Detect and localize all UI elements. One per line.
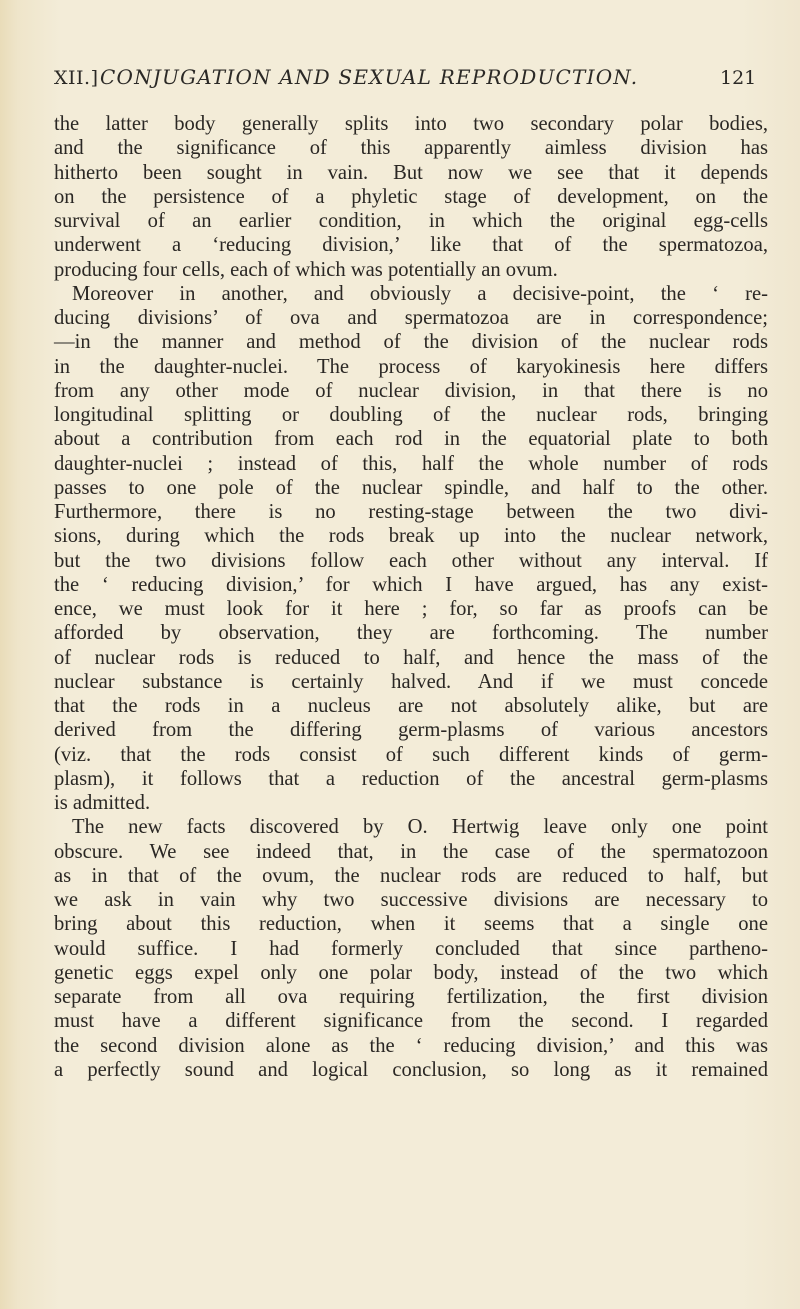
text-line: in the daughter-nuclei. The process of karyokinesis here differs xyxy=(54,355,768,378)
text-line: Furthermore, there is no resting-stage between the two divi- xyxy=(54,501,768,523)
text-line: underwent a ‘reducing division,’ like that of the spermatozoa, xyxy=(54,234,768,257)
text-line: from any other mode of nuclear division, in that there is no xyxy=(54,379,768,402)
text-line: obscure. We see indeed that, in the case of the spermatozoon xyxy=(54,840,768,863)
text-line: nuclear substance is certainly halved. And if we must concede xyxy=(54,670,768,693)
text-line: about a contribution from each rod in the equatorial plate to both xyxy=(54,428,768,451)
text-line: daughter-nuclei ; instead of this, half the whole number of rods xyxy=(54,452,768,475)
text-line: ducing divisions’ of ova and spermatozoa are in correspondence; xyxy=(54,307,768,329)
text-line: bring about this reduction, when it seems that a single one xyxy=(54,913,768,936)
text-line: would suffice. I had formerly concluded that since partheno- xyxy=(54,937,768,960)
paragraph-start-line: The new facts discovered by O. Hertwig leave only one point xyxy=(72,816,768,839)
text-line: the ‘ reducing division,’ for which I have argued, has any exist- xyxy=(54,573,768,596)
text-line: producing four cells, each of which was potentially an ovum. xyxy=(54,258,558,281)
text-line: longitudinal splitting or doubling of the nuclear rods, bringing xyxy=(54,404,768,426)
text-line: passes to one pole of the nuclear spindle, and half to the other. xyxy=(54,476,768,499)
text-line: that the rods in a nucleus are not absolutely alike, but are xyxy=(54,695,768,717)
text-line: the second division alone as the ‘ reducing division,’ and this was xyxy=(54,1034,768,1057)
text-line: but the two divisions follow each other without any interval. If xyxy=(54,549,768,572)
running-header xyxy=(54,64,757,94)
text-line: of nuclear rods is reduced to half, and hence the mass of the xyxy=(54,646,768,669)
text-line: —in the manner and method of the division of the nuclear rods xyxy=(54,331,768,354)
text-line: as in that of the ovum, the nuclear rods are reduced to half, but xyxy=(54,864,768,887)
text-line: must have a different significance from the second. I regarded xyxy=(54,1010,768,1033)
text-line: is admitted. xyxy=(54,792,151,814)
text-line: hitherto been sought in vain. But now we see that it depends xyxy=(54,161,768,184)
page-number: 121 xyxy=(720,67,757,89)
text-line: survival of an earlier condition, in which the original egg-cells xyxy=(54,210,768,232)
text-line: plasm), it follows that a reduction of the ancestral germ-plasms xyxy=(54,767,768,790)
chapter-number: XII.] xyxy=(54,67,99,89)
running-title: CONJUGATION AND SEXUAL REPRODUCTION. xyxy=(100,65,639,89)
text-line: (viz. that the rods consist of such different kinds of germ- xyxy=(54,743,768,766)
text-line: we ask in vain why two successive divisions are necessary to xyxy=(54,889,768,911)
text-line: a perfectly sound and logical conclusion, so long as it remained xyxy=(54,1058,768,1081)
paragraph-start-line: Moreover in another, and obviously a decisive-point, the ‘ re- xyxy=(72,282,768,305)
text-line: the latter body generally splits into two secondary polar bodies, xyxy=(54,113,768,135)
text-line: afforded by observation, they are forthcoming. The number xyxy=(54,622,768,645)
body-text xyxy=(54,112,768,1082)
text-line: on the persistence of a phyletic stage of development, on the xyxy=(54,185,768,208)
text-line: derived from the differing germ-plasms of various ancestors xyxy=(54,719,768,742)
text-line: separate from all ova requiring fertilization, the first division xyxy=(54,986,768,1008)
text-line: genetic eggs expel only one polar body, instead of the two which xyxy=(54,961,768,984)
text-line: ence, we must look for it here ; for, so far as proofs can be xyxy=(54,598,768,620)
text-line: and the significance of this apparently aimless division has xyxy=(54,137,768,160)
text-line: sions, during which the rods break up into the nuclear network, xyxy=(54,525,768,548)
